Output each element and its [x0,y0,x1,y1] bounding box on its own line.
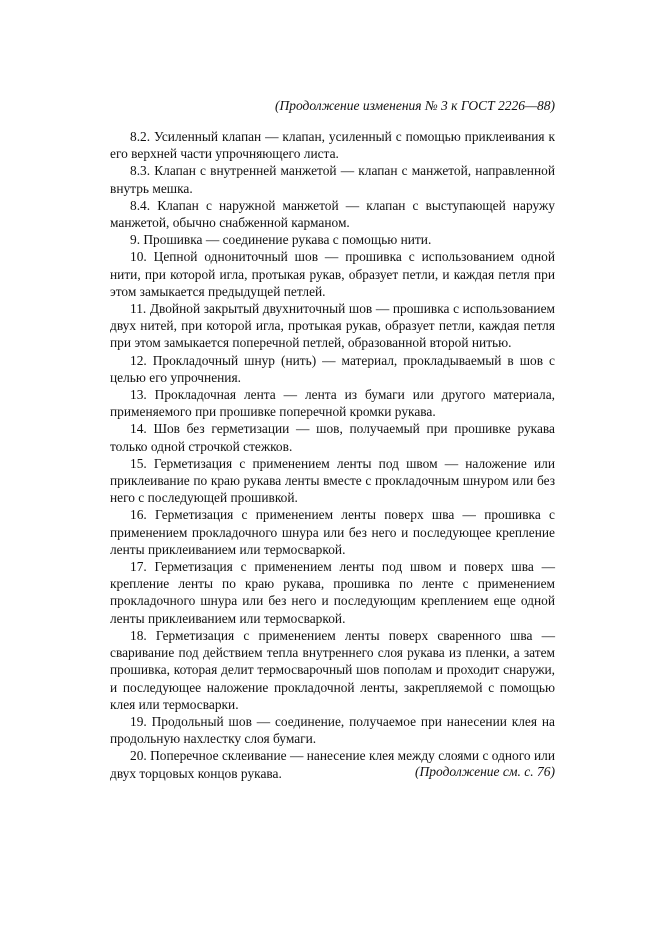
paragraph-17: 17. Герметизация с применением ленты под швом и поверх шва — крепление ленты по краю рукава, прошивка по ленте с применением прокладочного шнура или без него и последующим креплением еще одной ленты приклеиванием или термосваркой. [110,559,555,626]
continuation-header: (Продолжение изменения № 3 к ГОСТ 2226—88) [274,98,555,113]
paragraph-10: 10. Цепной однониточный шов — прошивка с использованием одной нити, при которой игла, протыкая рукав, образует петли, и каждая петля при этом замыкается предыдущей петлей. [110,249,555,299]
paragraph-14: 14. Шов без герметизации — шов, получаемый при прошивке рукава только одной строчкой стежков. [110,421,555,454]
paragraph-13: 13. Прокладочная лента — лента из бумаги или другого материала, применяемого при прошивке поперечной кромки рукава. [110,387,555,420]
paragraph-18: 18. Герметизация с применением ленты поверх сваренного шва — сваривание под действием тепла внутреннего слоя рукава из пленки, а затем прошивка, которая делит термосварочный шов пополам и проходит снаружи, и последующее наложение прокладочной ленты, закрепляемой с помощью клея или термосварки. [110,627,555,712]
paragraph-11: 11. Двойной закрытый двухниточный шов — прошивка с использованием двух нитей, при которой игла, протыкая рукав, образует петли, каждая петля при этом замыкается поперечной петлей, образованной второй нитью. [110,301,555,351]
document-body [110,128,555,782]
paragraph-12: 12. Прокладочный шнур (нить) — материал, прокладываемый в шов с целью его упрочнения. [110,352,555,385]
paragraph-8-2: 8.2. Усиленный клапан — клапан, усиленный с помощью приклеивания к его верхней части упрочняющего листа. [110,129,555,162]
paragraph-15: 15. Герметизация с применением ленты под швом — наложение или приклеивание по краю рукава ленты вместе с прокладочным шнуром или без него с последующей прошивкой. [110,455,555,506]
paragraph-9: 9. Прошивка — соединение рукава с помощью нити. [130,232,432,248]
continuation-footer: (Продолжение см. с. 76) [415,764,555,779]
paragraph-19: 19. Продольный шов — соединение, получаемое при нанесении клея на продольную нахлестку слоя бумаги. [110,713,555,747]
paragraph-8-3: 8.3. Клапан с внутренней манжетой — клапан с манжетой, направленной внутрь мешка. [110,163,555,196]
paragraph-16: 16. Герметизация с применением ленты поверх шва — прошивка с применением прокладочного шнура или без него и последующее крепление ленты приклеиванием или термосваркой. [110,507,555,557]
paragraph-8-4: 8.4. Клапан с наружной манжетой — клапан с выступающей наружу манжетой, обычно снабженной карманом. [110,197,555,231]
paragraph-20: 20. Поперечное склеивание — нанесение клея между слоями с одного или двух торцовых концов рукава. [110,748,555,781]
